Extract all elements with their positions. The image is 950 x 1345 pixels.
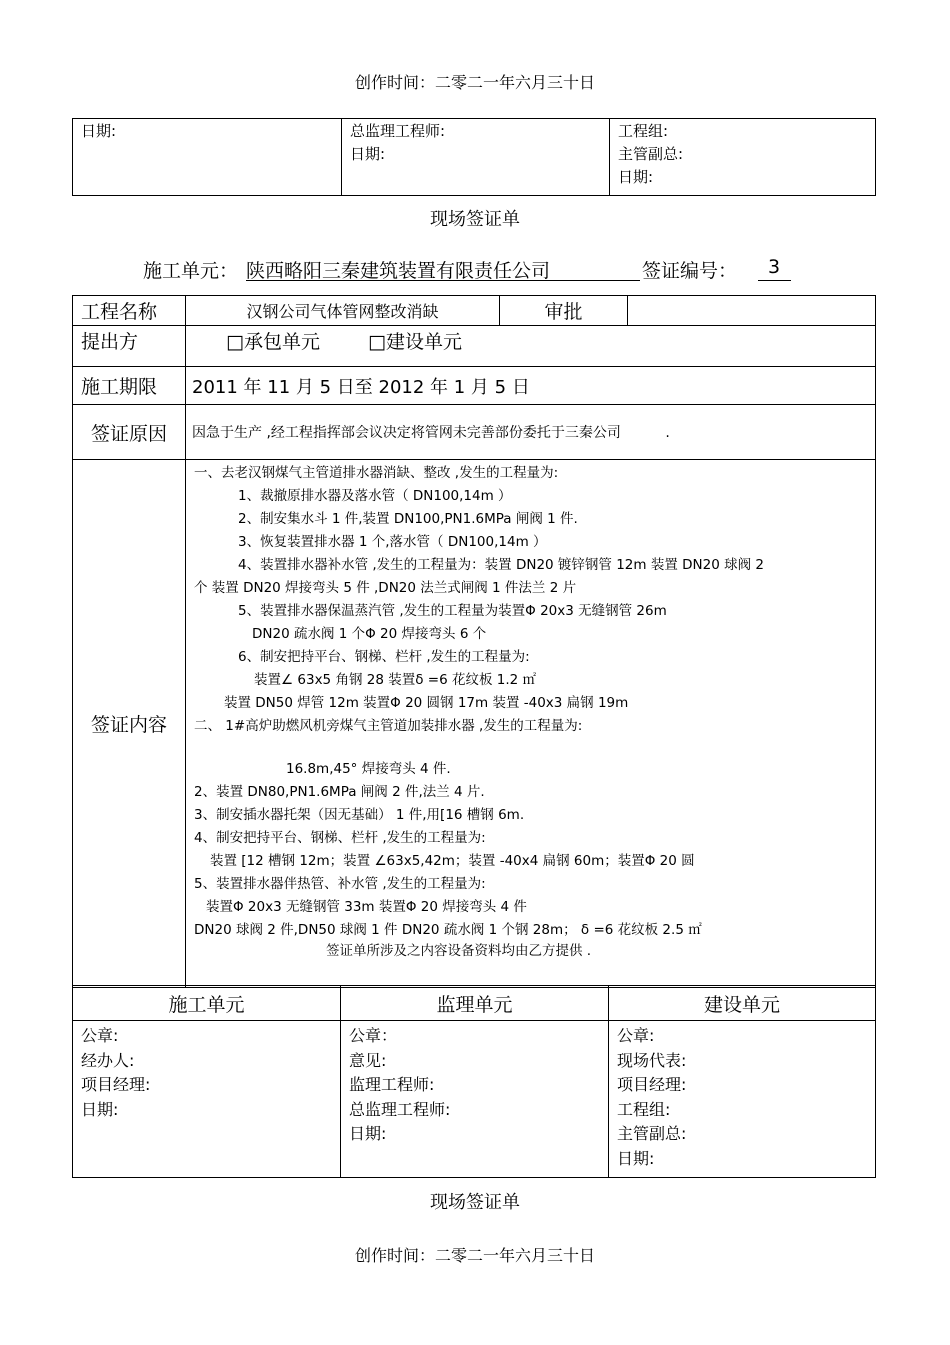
content-body — [186, 460, 876, 988]
chief-supervisor-label: 总监理工程师: — [350, 122, 446, 140]
date-label: 日期: — [617, 1148, 655, 1168]
top-col-3 — [610, 119, 876, 196]
project-manager-label: 项目经理: — [617, 1075, 687, 1094]
proposer-label: 提出方 — [73, 326, 186, 367]
signature-header-row — [73, 986, 876, 1021]
content-line: DN20 疏水阀 1 个Φ 20 焊接弯头 6 个 — [252, 626, 487, 642]
seal-label: 公章: — [617, 1026, 655, 1045]
date-label: 日期: — [349, 1124, 387, 1143]
deputy-manager-label: 主管副总: — [617, 1124, 687, 1143]
content-label: 签证内容 — [73, 460, 186, 988]
handler-label: 经办人: — [81, 1050, 135, 1070]
top-col-1 — [73, 119, 342, 196]
visa-number-label: 签证编号： — [642, 260, 738, 282]
supervision-unit-header: 监理单元 — [341, 986, 609, 1021]
content-line: 装置Φ 20x3 无缝钢管 33m 装置Φ 20 焊接弯头 4 件 — [206, 899, 527, 915]
creation-time-footer: 创作时间：二零二一年六月三十日 — [354, 1246, 595, 1265]
content-line: 装置 DN50 焊管 12m 装置Φ 20 圆钢 17m 装置 -40x3 扁钢 19m — [224, 695, 629, 711]
content-line: 一、去老汉钢煤气主管道排水器消缺、整改 ,发生的工程量为: — [194, 465, 559, 481]
next-form-title: 现场签证单 — [430, 1192, 520, 1213]
content-line: 2、制安集水斗 1 件,装置 DN100,PN1.6MPa 闸阀 1 件. — [238, 511, 578, 527]
engineering-group-label: 工程组: — [617, 1099, 671, 1119]
engineering-group-label: 工程组: — [618, 122, 669, 140]
period-value: 2011 年 11 月 5 日至 2012 年 1 月 5 日 — [186, 367, 876, 405]
period-label: 施工期限 — [73, 367, 186, 405]
supervising-engineer-label: 监理工程师: — [349, 1075, 435, 1094]
chief-supervisor-label: 总监理工程师: — [349, 1099, 451, 1119]
creation-time-header: 创作时间：二零二一年六月三十日 — [354, 73, 595, 92]
opinion-label: 意见: — [349, 1050, 387, 1070]
content-line: 装置 [12 槽钢 12m；装置 ∠63x5,42m；装置 -40x4 扁钢 60m；装置Φ 20 圆 — [210, 853, 695, 869]
contractor-unit-header: 施工单元 — [73, 986, 341, 1021]
contractor-sign-cell — [73, 1021, 341, 1178]
content-line: 个 装置 DN20 焊接弯头 5 件 ,DN20 法兰式闸阀 1 件法兰 2 片 — [194, 580, 577, 596]
reason-row — [73, 405, 876, 460]
project-manager-label: 项目经理: — [81, 1075, 151, 1094]
form-title: 现场签证单 — [430, 209, 520, 230]
owner-checkbox[interactable]: □建设单元 — [368, 331, 462, 353]
content-line: 6、制安把持平台、钢梯、栏杆 ,发生的工程量为: — [238, 649, 530, 665]
content-line: 签证单所涉及之内容设备资料均由乙方提供 . — [326, 943, 592, 959]
content-line: 二、 1#高炉助燃风机旁煤气主管道加装排水器 ,发生的工程量为: — [194, 718, 583, 734]
content-line: 装置∠ 63x5 角钢 28 装置δ =6 花纹板 1.2 ㎡ — [254, 672, 536, 688]
site-representative-label: 现场代表: — [617, 1050, 687, 1070]
reason-label: 签证原因 — [73, 405, 186, 460]
deputy-manager-label: 主管副总: — [618, 145, 684, 163]
proposer-row — [73, 326, 876, 367]
visa-number-value: 3 — [768, 256, 781, 278]
period-row — [73, 367, 876, 405]
signature-table — [72, 985, 876, 1178]
content-line: 4、装置排水器补水管 ,发生的工程量为：装置 DN20 镀锌钢管 12m 装置 DN20 球阀 2 — [238, 557, 764, 573]
date-label: 日期: — [350, 145, 386, 163]
owner-unit-header: 建设单元 — [609, 986, 876, 1021]
project-name-label: 工程名称 — [73, 296, 186, 326]
number-underline — [758, 280, 791, 281]
content-line: 2、装置 DN80,PN1.6MPa 闸阀 2 件,法兰 4 片. — [194, 784, 485, 800]
seal-label: 公章： — [349, 1026, 398, 1045]
construction-unit-label: 施工单元： — [143, 260, 239, 282]
content-line: 5、装置排水器伴热管、补水管 ,发生的工程量为: — [194, 876, 486, 892]
construction-unit-value: 陕西略阳三秦建筑装置有限责任公司 — [246, 260, 551, 282]
top-col-2 — [342, 119, 610, 196]
content-row — [73, 460, 876, 988]
date-label: 日期: — [618, 168, 654, 186]
contractor-checkbox[interactable]: □承包单元 — [226, 331, 320, 353]
approval-label: 审批 — [500, 296, 628, 326]
content-line: 5、装置排水器保温蒸汽管 ,发生的工程量为装置Φ 20x3 无缝钢管 26m — [238, 603, 667, 619]
project-name-value: 汉钢公司气体管网整改消缺 — [186, 296, 500, 326]
content-line: 16.8m,45° 焊接弯头 4 件. — [286, 761, 451, 777]
reason-value: 因急于生产 ,经工程指挥部会议决定将管网未完善部份委托于三秦公司 . — [186, 405, 876, 460]
proposer-options — [186, 326, 876, 367]
supervision-sign-cell — [341, 1021, 609, 1178]
owner-sign-cell — [609, 1021, 876, 1178]
content-line: 3、制安插水器托架（因无基础） 1 件,用[16 槽钢 6m. — [194, 807, 525, 823]
date-label: 日期: — [81, 1099, 119, 1119]
seal-label: 公章: — [81, 1026, 119, 1045]
date-label: 日期: — [81, 122, 117, 140]
content-line: DN20 球阀 2 件,DN50 球阀 1 件 DN20 疏水阀 1 个钢 28m； δ =6 花纹板 2.5 ㎡ — [194, 922, 702, 938]
signature-body-row — [73, 1021, 876, 1178]
project-row — [73, 296, 876, 326]
content-line: 1、裁撤原排水器及落水管（ DN100,14m ） — [238, 488, 512, 504]
visa-form-table — [72, 295, 876, 988]
approval-value — [628, 296, 876, 326]
content-line: 3、恢复装置排水器 1 个,落水管（ DN100,14m ） — [238, 534, 547, 550]
unit-underline — [246, 280, 640, 281]
top-signoff-table — [72, 118, 876, 196]
content-line: 4、制安把持平台、钢梯、栏杆 ,发生的工程量为: — [194, 830, 486, 846]
